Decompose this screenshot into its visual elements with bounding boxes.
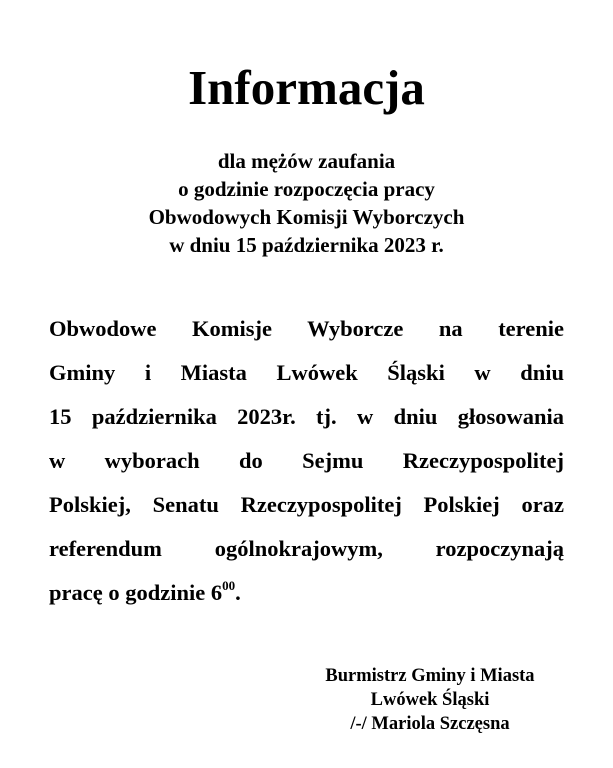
- body-line: 15 października 2023r. tj. w dniu głosowania: [49, 404, 564, 429]
- body-last-line: [49, 571, 564, 615]
- document-subtitle: [0, 147, 613, 259]
- start-time-minutes: 00: [222, 578, 236, 593]
- signature-line: Burmistrz Gminy i Miasta: [325, 666, 535, 686]
- body-line: Obwodowe Komisje Wyborcze na terenie: [49, 316, 564, 341]
- sentence-end: .: [235, 580, 241, 605]
- subtitle-line: dla mężów zaufania: [217, 149, 396, 173]
- start-time-text: pracę o godzinie 6: [49, 580, 223, 605]
- body-line: Polskiej, Senatu Rzeczypospolitej Polskiej oraz: [49, 492, 564, 517]
- body-line: Gminy i Miasta Lwówek Śląski w dniu: [49, 360, 564, 385]
- subtitle-line: o godzinie rozpoczęcia pracy: [178, 177, 435, 201]
- signature-line: /-/ Mariola Szczęsna: [350, 714, 510, 734]
- subtitle-line: w dniu 15 października 2023 r.: [169, 233, 444, 257]
- subtitle-line: Obwodowych Komisji Wyborczych: [148, 205, 465, 229]
- body-line: referendum ogólnokrajowym, rozpoczynają: [49, 536, 564, 561]
- document-title: Informacja: [188, 60, 425, 115]
- signature-block: [290, 664, 570, 736]
- announcement-body: [49, 307, 564, 615]
- signature-line: Lwówek Śląski: [370, 690, 490, 710]
- body-line: w wyborach do Sejmu Rzeczypospolitej: [49, 448, 564, 473]
